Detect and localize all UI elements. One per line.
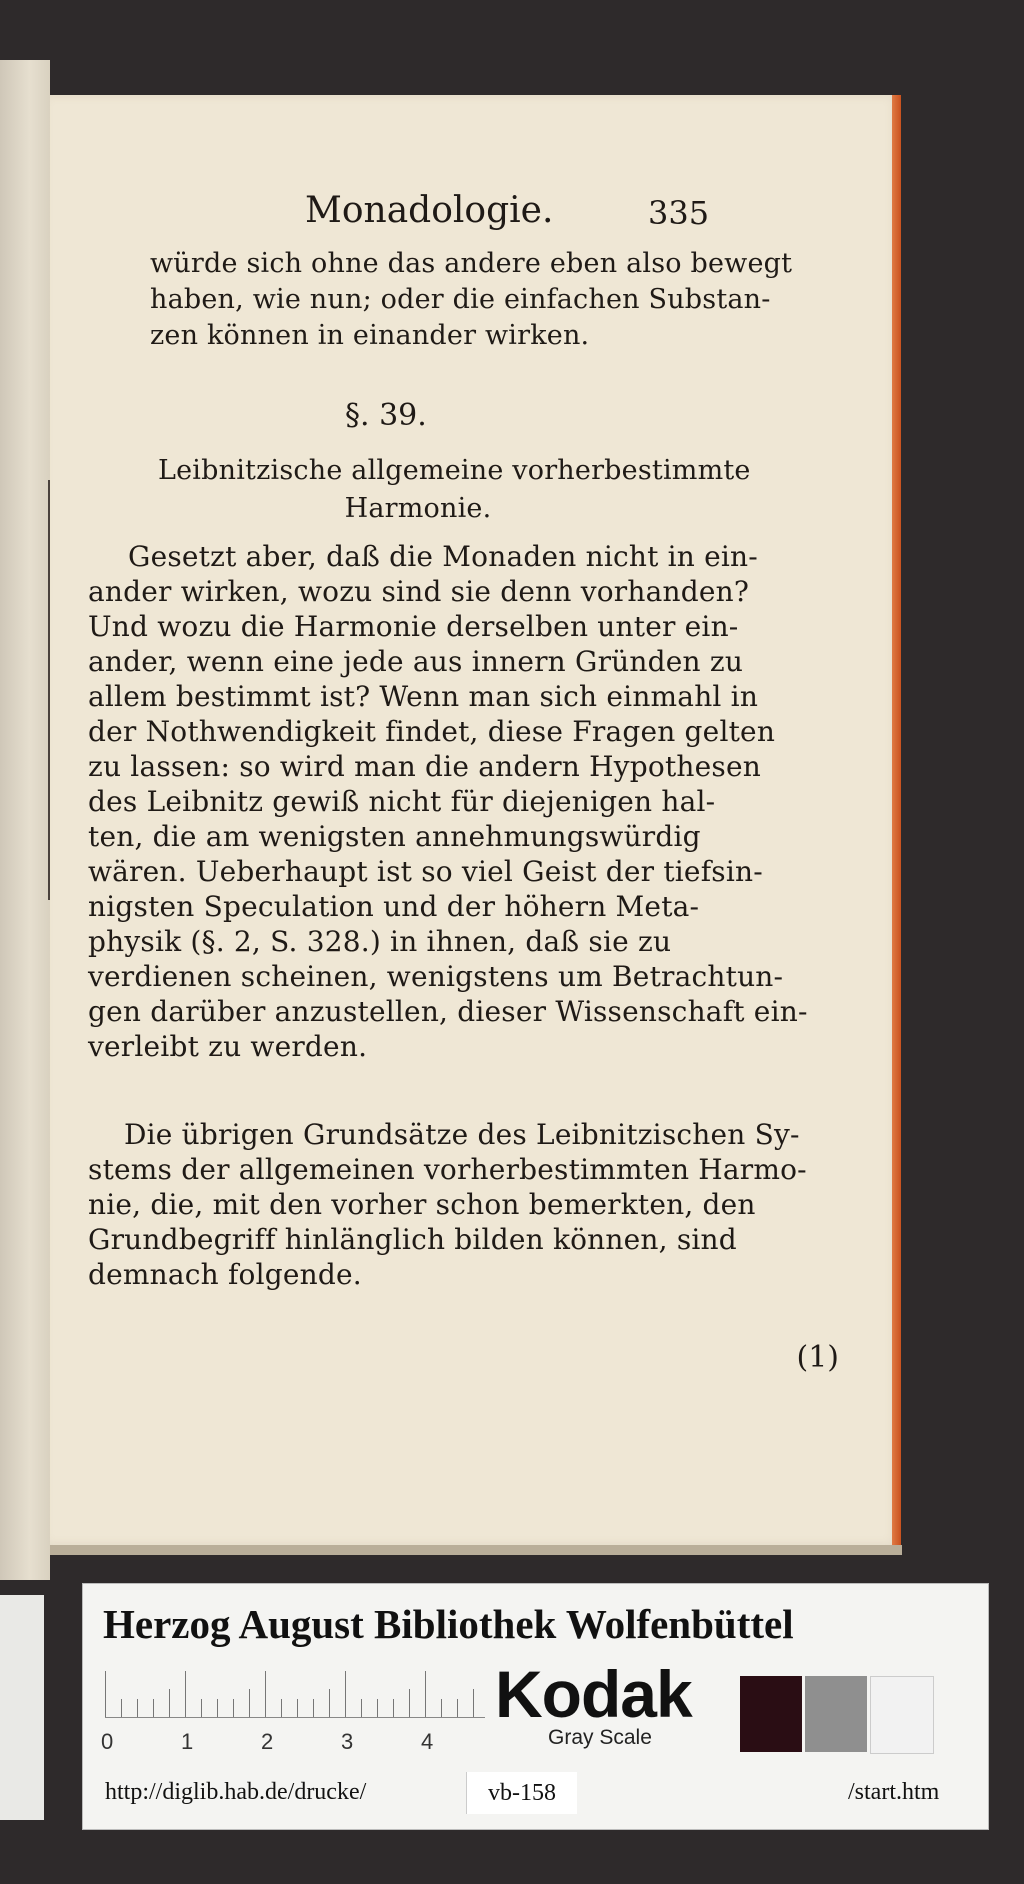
text-line: Die übrigen Grundsätze des Leibnitzischen Sy- — [124, 1118, 800, 1151]
ruler-tick — [121, 1699, 122, 1717]
ruler-tick — [361, 1699, 362, 1717]
text-line: physik (§. 2, S. 328.) in ihnen, daß sie zu — [88, 925, 672, 958]
ruler-tick — [185, 1671, 186, 1717]
ruler-tick — [409, 1689, 410, 1717]
running-head: Monadologie. — [305, 190, 554, 231]
ruler-tick — [137, 1699, 138, 1717]
ruler-label: 1 — [181, 1729, 194, 1754]
page-number: 335 — [648, 194, 710, 232]
text-line: ander, wenn eine jede aus innern Gründen zu — [88, 645, 744, 678]
text-line: zu lassen: so wird man die andern Hypothesen — [88, 750, 761, 783]
ruler-label: 4 — [421, 1729, 434, 1754]
shelfmark: vb-158 — [466, 1772, 577, 1814]
page-bottom-edge — [50, 1545, 902, 1555]
section-heading — [158, 452, 751, 528]
text-line: Grundbegriff hinlänglich bilden können, sind — [88, 1223, 737, 1256]
text-line: allem bestimmt ist? Wenn man sich einmahl in — [88, 680, 759, 713]
ruler-tick — [425, 1671, 426, 1717]
gray-swatch-light — [870, 1676, 934, 1754]
text-line: verdienen scheinen, wenigstens um Betrachtun- — [88, 960, 784, 993]
text-line: wären. Ueberhaupt ist so viel Geist der tiefsin- — [88, 855, 763, 888]
text-line: nie, die, mit den vorher schon bemerkten, den — [88, 1188, 756, 1221]
gray-scale-label: Gray Scale — [548, 1726, 652, 1749]
text-line: gen darüber anzustellen, dieser Wissenschaft ein- — [88, 995, 808, 1028]
kodak-logo: Kodak — [495, 1657, 692, 1731]
text-line: Und wozu die Harmonie derselben unter ein- — [88, 610, 739, 643]
text-line: zen können in einander wirken. — [150, 320, 590, 351]
ruler-tick — [473, 1689, 474, 1717]
ruler-tick — [265, 1671, 266, 1717]
ruler-tick — [233, 1699, 234, 1717]
ruler-tick — [457, 1699, 458, 1717]
text-line: würde sich ohne das andere eben also bewegt — [150, 248, 793, 279]
section-number: §. 39. — [345, 398, 427, 433]
text-line: stems der allgemeinen vorherbestimmten Harmo- — [88, 1153, 807, 1186]
heading-line: Harmonie. — [344, 493, 492, 524]
heading-line: Leibnitzische allgemeine vorherbestimmte — [158, 455, 751, 486]
ruler-tick — [281, 1699, 282, 1717]
text-line: des Leibnitz gewiß nicht für diejenigen hal- — [88, 785, 716, 818]
ruler-tick — [153, 1699, 154, 1717]
text-line: der Nothwendigkeit findet, diese Fragen gelten — [88, 715, 776, 748]
ruler-label: 3 — [341, 1729, 354, 1754]
scale-ruler — [105, 1667, 485, 1718]
ruler-tick — [329, 1689, 330, 1717]
ruler-tick — [377, 1699, 378, 1717]
gray-swatch-mid — [805, 1676, 867, 1752]
ruler-tick — [441, 1699, 442, 1717]
text-line: ten, die am wenigsten annehmungswürdig — [88, 820, 701, 853]
ruler-label: 2 — [261, 1729, 274, 1754]
text-line: Gesetzt aber, daß die Monaden nicht in ein- — [128, 540, 758, 573]
ruler-tick — [297, 1699, 298, 1717]
text-line: haben, wie nun; oder die einfachen Substan- — [150, 284, 771, 315]
ruler-tick — [393, 1699, 394, 1717]
ruler-tick — [105, 1671, 106, 1717]
ruler-label: 0 — [101, 1729, 114, 1754]
ruler-tick — [201, 1699, 202, 1717]
strip-left-fragment — [0, 1595, 44, 1820]
url-prefix: http://diglib.hab.de/drucke/ — [105, 1779, 367, 1805]
ruler-tick — [169, 1689, 170, 1717]
ruler-tick — [249, 1689, 250, 1717]
catchword-marker: (1) — [796, 1340, 839, 1375]
library-name: Herzog August Bibliothek Wolfenbüttel — [103, 1601, 794, 1647]
adjacent-page-edge — [0, 60, 50, 1580]
color-target-strip — [82, 1583, 989, 1830]
text-line: ander wirken, wozu sind sie denn vorhanden? — [88, 575, 750, 608]
ruler-tick — [345, 1671, 346, 1717]
text-line: nigsten Speculation und der höhern Meta- — [88, 890, 700, 923]
page-edge-gilt — [892, 95, 901, 1545]
gray-swatch-dark — [740, 1676, 802, 1752]
ruler-tick — [313, 1699, 314, 1717]
text-line: demnach folgende. — [88, 1258, 362, 1291]
ruler-tick — [217, 1699, 218, 1717]
text-line: verleibt zu werden. — [88, 1030, 368, 1063]
url-suffix: /start.htm — [848, 1779, 940, 1805]
